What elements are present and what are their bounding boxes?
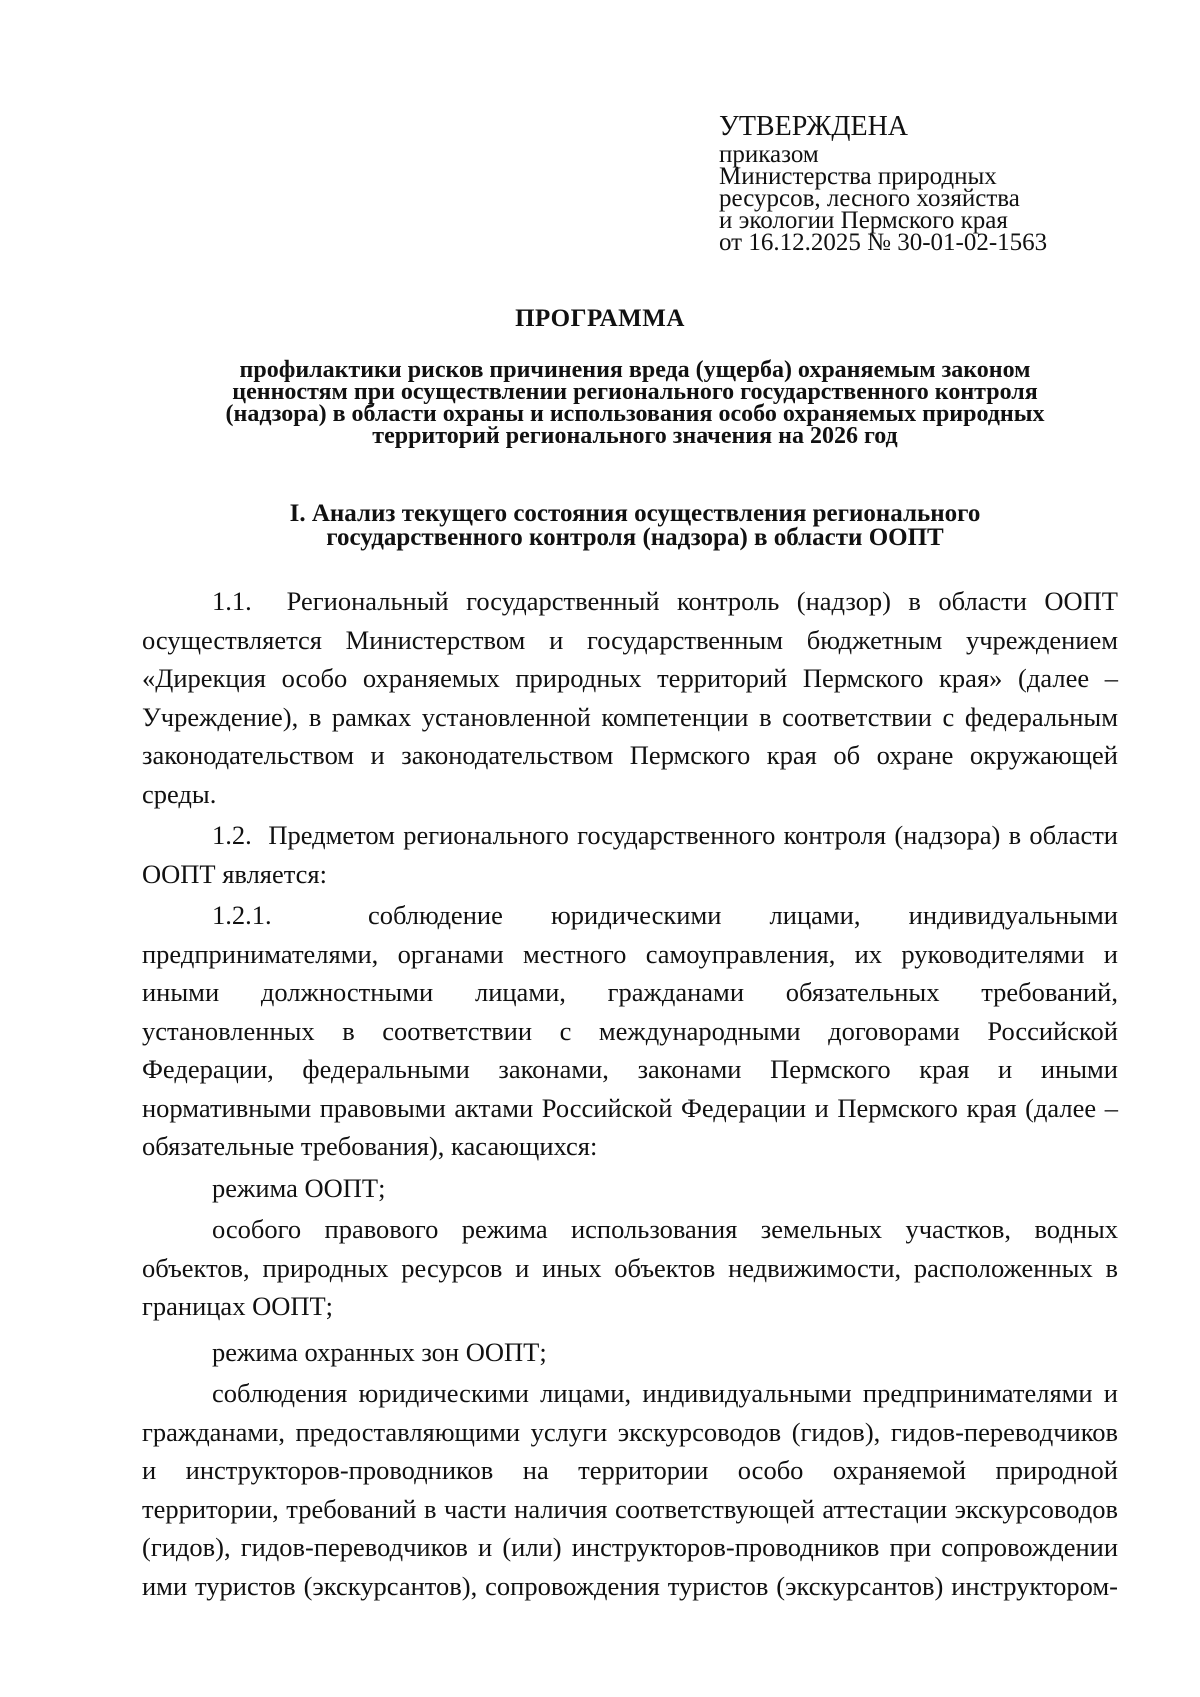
paragraph-1-2: 1.2. Предметом регионального государственного контроля (надзора) в области ООПТ является: (142, 820, 1118, 889)
section-heading-line: государственного контроля (надзора) в области ООПТ (326, 524, 944, 551)
document-title: ПРОГРАММА (515, 305, 685, 332)
approval-line: приказом (719, 141, 819, 168)
subtitle-line: ценностям при осуществлении регионального государственного контроля (232, 379, 1038, 405)
list-item-buffer-zones: режима охранных зон ООПТ; (212, 1336, 547, 1367)
paragraph-1-1: 1.1. Региональный государственный контроль (надзор) в области ООПТ осуществляется Министерством и государственным бюджетным учреждением «Дирекция особо охраняемых природных территорий Пермского края» (далее – Учреждение), в рамках установленной компетенции в соответствии с федеральным законодательством и законодательством Пермского края об охране окружающей среды. (142, 586, 1118, 809)
approval-line: и экологии Пермского края (719, 207, 1008, 234)
body-text (142, 582, 1118, 1605)
approval-order-number: от 16.12.2025 № 30-01-02-1563 (719, 229, 1048, 256)
approval-stamp: УТВЕРЖДЕНА (719, 111, 909, 142)
paragraph-1-2-1: 1.2.1. соблюдение юридическими лицами, индивидуальными предпринимателями, органами местного самоуправления, их руководителями и иными должностными лицами, гражданами обязательных требований, установленных в соответствии с международными договорами Российской Федерации, федеральными законами, законами Пермского края и иными нормативными правовыми актами Российской Федерации и Пермского края (далее – обязательные требования), касающихся: (142, 900, 1118, 1161)
document-subtitle (142, 359, 1128, 447)
subtitle-line: профилактики рисков причинения вреда (ущерба) охраняемым законом (239, 357, 1031, 383)
subtitle-line: (надзора) в области охраны и использования особо охраняемых природных (225, 401, 1045, 427)
list-item-guides: соблюдения юридическими лицами, индивидуальными предпринимателями и гражданами, предоставляющими услуги экскурсоводов (гидов), гидов-переводчиков и инструкторов-проводников на территории особо охраняемой природной территории, требований в части наличия соответствующей аттестации экскурсоводов (гидов), гидов-переводчиков и (или) инструкторов-проводников при сопровождении ими туристов (экскурсантов), сопровождения туристов (экскурсантов) инструктором- (142, 1378, 1118, 1601)
section-heading (142, 502, 1128, 550)
approval-line: Министерства природных (719, 163, 997, 190)
list-item-regime: режима ООПТ; (212, 1172, 386, 1203)
section-heading-line: I. Анализ текущего состояния осуществления регионального (289, 500, 981, 527)
approval-block (719, 112, 1047, 254)
list-item-land-use: особого правового режима использования земельных участков, водных объектов, природных ресурсов и иных объектов недвижимости, расположенных в границах ООПТ; (142, 1214, 1118, 1321)
subtitle-line: территорий регионального значения на 2026 год (372, 423, 898, 449)
approval-line: ресурсов, лесного хозяйства (719, 185, 1020, 212)
